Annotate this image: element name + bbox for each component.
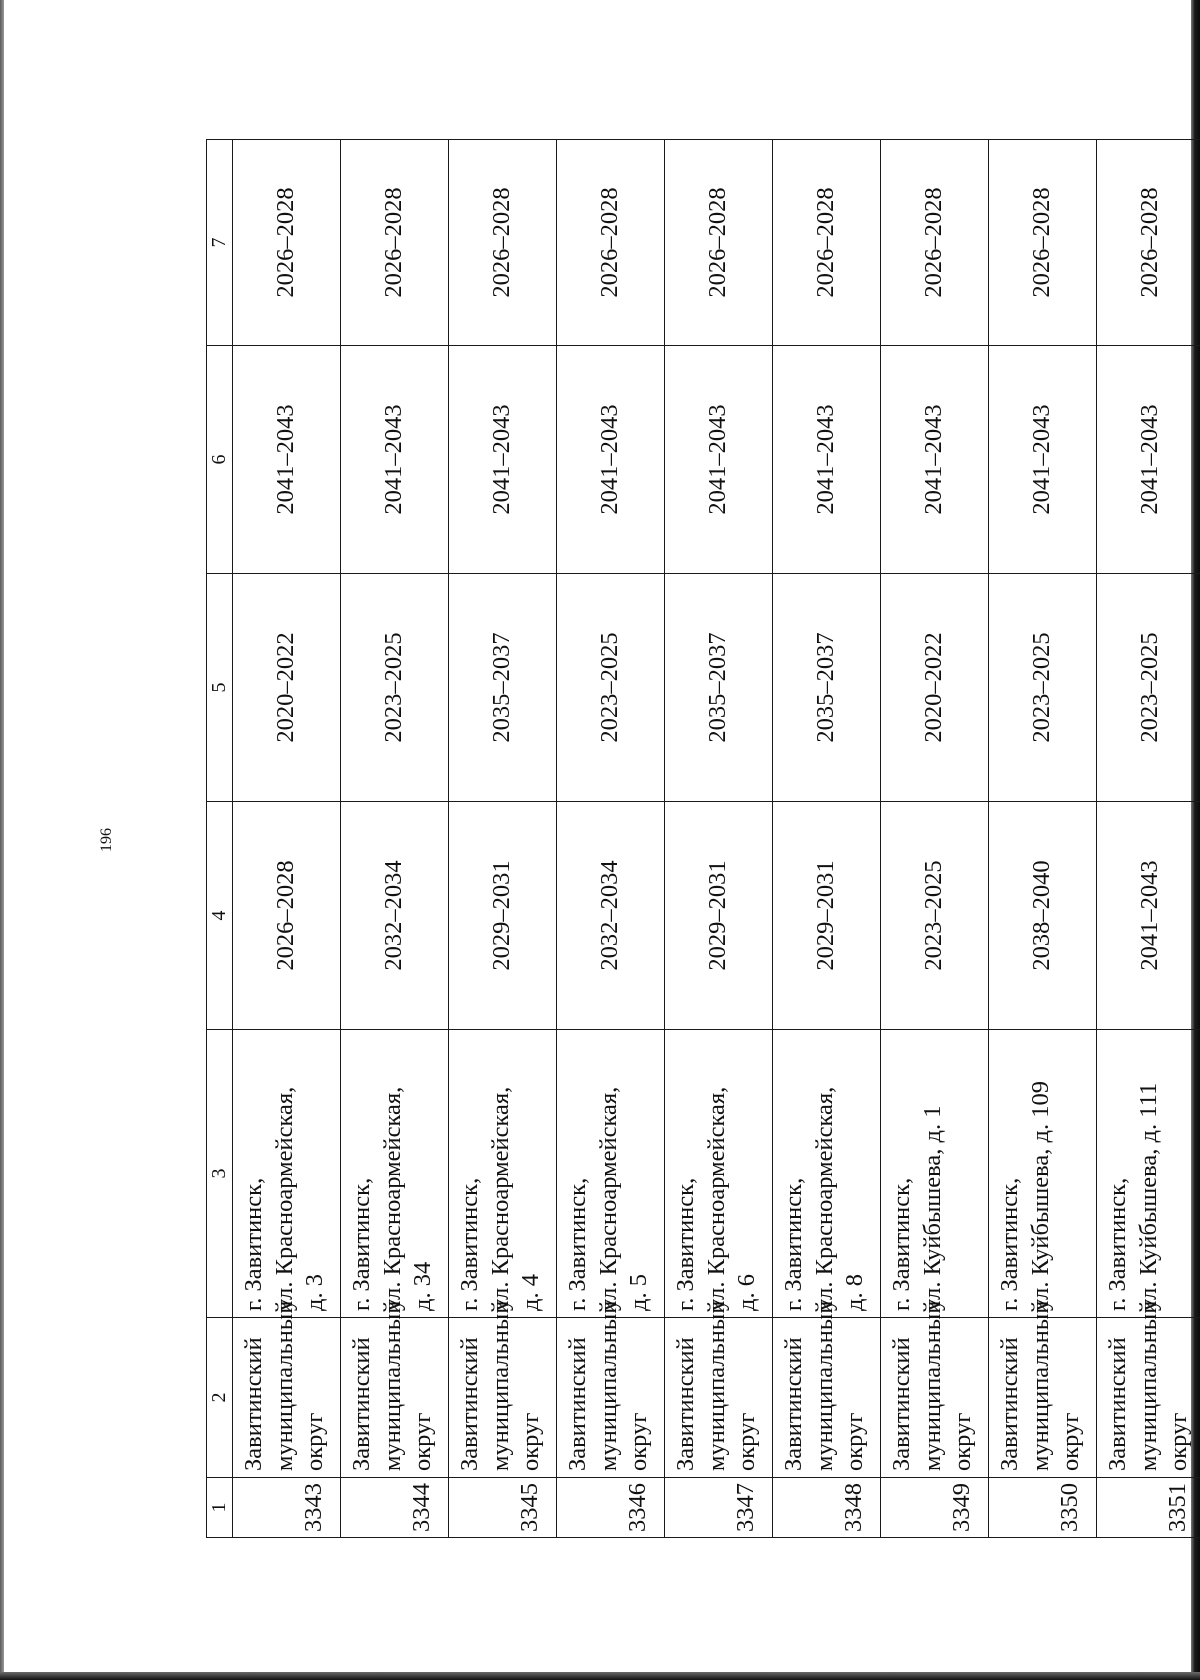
row-number: 3351: [1164, 1483, 1192, 1532]
year-range: 2035–2037: [812, 632, 840, 743]
district-line: округ: [1165, 1412, 1193, 1471]
year-range-cell-col5: [557, 574, 665, 802]
row-number-cell: [449, 1478, 557, 1538]
year-range: 2020–2022: [272, 632, 300, 743]
address-cell: [233, 1030, 341, 1318]
district-cell: [665, 1300, 773, 1478]
year-range: 2041–2043: [488, 404, 516, 515]
year-range-cell-col6: [881, 346, 989, 574]
row-number: 3347: [732, 1483, 760, 1532]
address-line: ул. Красноармейская,: [486, 1086, 514, 1311]
year-range: 2026–2028: [812, 187, 840, 298]
district-line: округ: [301, 1412, 329, 1471]
year-range-cell-col5: [665, 574, 773, 802]
row-number-cell: [989, 1478, 1097, 1538]
table-row: [449, 140, 557, 1538]
header-cell-7: 7: [207, 140, 233, 346]
district-line: Завитинский: [564, 1337, 591, 1471]
district-line: муниципальный: [270, 1300, 298, 1471]
address-cell: [989, 1030, 1097, 1318]
year-range: 2041–2043: [704, 404, 732, 515]
year-range-cell-col6: [557, 346, 665, 574]
year-range: 2038–2040: [1028, 860, 1056, 971]
district-line: Завитинский: [888, 1337, 915, 1471]
year-range-cell-col4: [233, 802, 341, 1030]
register-table-container: [206, 140, 1193, 1538]
row-number: 3343: [300, 1483, 328, 1532]
row-number: 3344: [408, 1483, 436, 1532]
year-range-cell-col7: [233, 140, 341, 346]
address-line: д. 8: [841, 1274, 869, 1311]
year-range-cell-col7: [989, 140, 1097, 346]
district-line: округ: [733, 1412, 761, 1471]
year-range-cell-col4: [989, 802, 1097, 1030]
year-range-cell-col4: [449, 802, 557, 1030]
row-number-cell: [665, 1478, 773, 1538]
row-number-cell: [341, 1478, 449, 1538]
district-cell: [341, 1300, 449, 1478]
row-number: 3345: [516, 1483, 544, 1532]
district-line: муниципальный: [486, 1300, 514, 1471]
header-cell-6: 6: [207, 346, 233, 574]
row-number-cell: [773, 1478, 881, 1538]
year-range-cell-col5: [449, 574, 557, 802]
register-table-body: [207, 140, 1200, 1538]
address-line: д. 3: [301, 1274, 329, 1311]
year-range-cell-col4: [881, 802, 989, 1030]
address-line: ул. Красноармейская,: [594, 1086, 622, 1311]
year-range-cell-col7: [881, 140, 989, 346]
district-line: Завитинский: [996, 1337, 1023, 1471]
year-range-cell-col5: [773, 574, 881, 802]
year-range-cell-col5: [989, 574, 1097, 802]
address-line: ул. Куйбышева, д. 109: [1026, 1080, 1054, 1311]
address-line: г. Завитинск,: [780, 1177, 807, 1311]
district-line: Завитинский: [456, 1337, 483, 1471]
address-line: ул. Куйбышева, д. 111: [1134, 1082, 1162, 1311]
header-row: [207, 140, 233, 1538]
district-line: муниципальный: [810, 1300, 838, 1471]
year-range: 2041–2043: [920, 404, 948, 515]
year-range-cell-col6: [341, 346, 449, 574]
year-range-cell-col4: [665, 802, 773, 1030]
district-line: муниципальный: [1026, 1300, 1054, 1471]
address-line: г. Завитинск,: [672, 1177, 699, 1311]
year-range: 2026–2028: [272, 187, 300, 298]
address-line: ул. Красноармейская,: [810, 1086, 838, 1311]
year-range: 2026–2028: [704, 187, 732, 298]
year-range: 2026–2028: [1028, 187, 1056, 298]
district-line: Завитинский: [672, 1337, 699, 1471]
table-row: [341, 140, 449, 1538]
district-line: округ: [841, 1412, 869, 1471]
row-number-cell: [233, 1478, 341, 1538]
address-cell: [557, 1030, 665, 1318]
year-range: 2041–2043: [1136, 860, 1164, 971]
district-line: Завитинский: [780, 1337, 807, 1471]
year-range: 2041–2043: [812, 404, 840, 515]
year-range: 2023–2025: [1028, 632, 1056, 743]
year-range: 2032–2034: [596, 860, 624, 971]
district-cell: [989, 1300, 1097, 1478]
year-range: 2026–2028: [920, 187, 948, 298]
year-range: 2035–2037: [704, 632, 732, 743]
address-line: г. Завитинск,: [564, 1177, 591, 1311]
address-line: г. Завитинск,: [240, 1177, 267, 1311]
district-line: муниципальный: [918, 1300, 946, 1471]
year-range-cell-col4: [341, 802, 449, 1030]
year-range-cell-col6: [773, 346, 881, 574]
district-line: Завитинский: [1104, 1337, 1131, 1471]
year-range: 2041–2043: [1136, 404, 1164, 515]
district-line: округ: [409, 1412, 437, 1471]
year-range: 2041–2043: [380, 404, 408, 515]
district-line: муниципальный: [378, 1300, 406, 1471]
year-range: 2029–2031: [704, 860, 732, 971]
address-cell: [773, 1030, 881, 1318]
district-cell: [773, 1300, 881, 1478]
year-range-cell-col6: [449, 346, 557, 574]
year-range: 2026–2028: [1136, 187, 1164, 298]
year-range-cell-col5: [341, 574, 449, 802]
year-range-cell-col5: [881, 574, 989, 802]
table-row: [773, 140, 881, 1538]
year-range-cell-col6: [233, 346, 341, 574]
table-row: [665, 140, 773, 1538]
address-line: д. 4: [517, 1274, 545, 1311]
table-row: [557, 140, 665, 1538]
address-line: ул. Красноармейская,: [270, 1086, 298, 1311]
year-range-cell-col4: [1097, 802, 1200, 1030]
address-line: г. Завитинск,: [348, 1177, 375, 1311]
district-cell: [449, 1300, 557, 1478]
row-number-cell: [557, 1478, 665, 1538]
year-range: 2041–2043: [272, 404, 300, 515]
year-range: 2041–2043: [596, 404, 624, 515]
district-cell: [233, 1300, 341, 1478]
scan-edge-bottom: [0, 1672, 1200, 1680]
district-line: округ: [1057, 1412, 1085, 1471]
register-table: [206, 139, 1200, 1538]
year-range-cell-col6: [1097, 346, 1200, 574]
year-range-cell-col7: [1097, 140, 1200, 346]
header-cell-1: 1: [207, 1478, 233, 1538]
address-line: ул. Куйбышева, д. 1: [918, 1105, 946, 1311]
scan-edge-left: [0, 0, 4, 1680]
address-line: г. Завитинск,: [456, 1177, 483, 1311]
address-line: д. 5: [625, 1274, 653, 1311]
year-range-cell-col6: [989, 346, 1097, 574]
year-range-cell-col7: [773, 140, 881, 346]
district-cell: [1097, 1300, 1200, 1478]
district-line: муниципальный: [594, 1300, 622, 1471]
address-line: г. Завитинск,: [996, 1177, 1023, 1311]
row-number: 3346: [624, 1483, 652, 1532]
year-range: 2032–2034: [380, 860, 408, 971]
district-line: округ: [949, 1412, 977, 1471]
address-line: г. Завитинск,: [1104, 1177, 1131, 1311]
address-line: д. 6: [733, 1274, 761, 1311]
year-range-cell-col7: [341, 140, 449, 346]
year-range: 2029–2031: [812, 860, 840, 971]
address-line: ул. Красноармейская,: [702, 1086, 730, 1311]
address-cell: [881, 1030, 989, 1318]
year-range-cell-col5: [1097, 574, 1200, 802]
row-number-cell: [881, 1478, 989, 1538]
year-range: 2026–2028: [272, 860, 300, 971]
year-range: 2023–2025: [380, 632, 408, 743]
page-number: 196: [98, 828, 115, 852]
district-line: муниципальный: [702, 1300, 730, 1471]
header-cell-5: 5: [207, 574, 233, 802]
year-range: 2023–2025: [920, 860, 948, 971]
district-line: Завитинский: [240, 1337, 267, 1471]
address-line: д. 34: [409, 1261, 437, 1311]
header-cell-4: 4: [207, 802, 233, 1030]
year-range-cell-col5: [233, 574, 341, 802]
row-number-cell: [1097, 1478, 1200, 1538]
address-cell: [1097, 1030, 1200, 1318]
year-range: 2026–2028: [488, 187, 516, 298]
year-range-cell-col7: [449, 140, 557, 346]
year-range: 2035–2037: [488, 632, 516, 743]
year-range-cell-col4: [557, 802, 665, 1030]
year-range: 2023–2025: [1136, 632, 1164, 743]
district-cell: [557, 1300, 665, 1478]
row-number: 3350: [1056, 1483, 1084, 1532]
header-cell-2: 2: [207, 1318, 233, 1478]
row-number: 3349: [948, 1483, 976, 1532]
address-cell: [341, 1030, 449, 1318]
year-range-cell-col4: [773, 802, 881, 1030]
address-cell: [449, 1030, 557, 1318]
year-range: 2026–2028: [596, 187, 624, 298]
table-row: [881, 140, 989, 1538]
header-cell-3: 3: [207, 1030, 233, 1318]
table-row: [233, 140, 341, 1538]
address-line: г. Завитинск,: [888, 1177, 915, 1311]
year-range: 2029–2031: [488, 860, 516, 971]
district-cell: [881, 1300, 989, 1478]
row-number: 3348: [840, 1483, 868, 1532]
year-range: 2020–2022: [920, 632, 948, 743]
district-line: округ: [517, 1412, 545, 1471]
district-line: округ: [625, 1412, 653, 1471]
year-range-cell-col6: [665, 346, 773, 574]
address-cell: [665, 1030, 773, 1318]
table-row: [989, 140, 1097, 1538]
district-line: Завитинский: [348, 1337, 375, 1471]
year-range: 2023–2025: [596, 632, 624, 743]
year-range: 2026–2028: [380, 187, 408, 298]
table-row: [1097, 140, 1200, 1538]
year-range: 2041–2043: [1028, 404, 1056, 515]
year-range-cell-col7: [665, 140, 773, 346]
district-line: муниципальный: [1134, 1300, 1162, 1471]
address-line: ул. Красноармейская,: [378, 1086, 406, 1311]
year-range-cell-col7: [557, 140, 665, 346]
